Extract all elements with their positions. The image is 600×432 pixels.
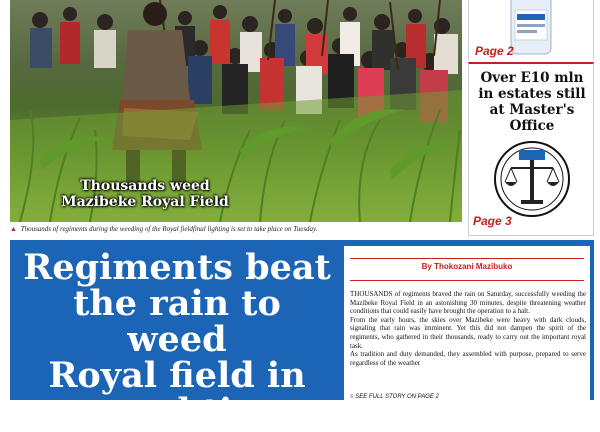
promo-headline: [473, 70, 591, 134]
promo-headline-line-1: Over E10 mln: [480, 70, 584, 86]
sidebar: [468, 0, 594, 236]
page-2-label: Page 2: [475, 44, 514, 58]
lead-headline-line-2: the rain to weed: [73, 283, 281, 360]
lead-photo: [10, 0, 462, 222]
photo-cutline-text: Thousands of regiments during the weeding of the Royal fieldfinal lighting is set to take place on Tuesday.: [20, 225, 318, 233]
photo-cutline: [10, 223, 470, 235]
photo-caption-line-2: Mazibekе Royal Field: [61, 194, 229, 210]
promo-page-2[interactable]: [468, 0, 594, 60]
lead-headline-line-3: Royal field in: [48, 355, 306, 396]
byline: By Thokozani Mazibuko: [421, 262, 513, 271]
photo-caption: [30, 178, 260, 210]
byline-rule-bottom: [350, 280, 584, 281]
see-more-marker: ≡: [350, 394, 354, 400]
promo-headline-line-2: in estates still: [478, 86, 586, 102]
story-paragraph-3: As tradition and duty demanded, they assembled with purpose, prepared to serve regardless of the weather: [350, 350, 586, 367]
lead-story-panel: [10, 240, 594, 432]
photo-caption-line-1: Thousands weed: [80, 178, 210, 194]
emblem-image: [493, 140, 571, 218]
page-3-label: Page 3: [473, 214, 512, 228]
promo-headline-line-3: at Master's: [489, 102, 575, 118]
see-full-story-link[interactable]: [350, 394, 439, 400]
promo-headline-line-4: Office: [509, 118, 555, 134]
lead-headline-line-4: record time: [62, 391, 292, 432]
scales-of-justice-emblem-icon: [493, 140, 571, 218]
story-paragraph-1: THOUSANDS of regiments braved the rain on Saturday, successfully weeding the Mazibeke Royal Field in an astonishing 30 minutes, despite threatening weather conditions that could easily have brought the operation to a halt.: [350, 290, 586, 316]
lead-headline: [18, 247, 336, 432]
story-box: [344, 246, 590, 400]
story-body: [350, 290, 586, 367]
promo-page-3[interactable]: [468, 62, 594, 236]
byline-rule-top: [350, 258, 584, 259]
triangle-marker-icon: ▲: [10, 225, 17, 233]
story-paragraph-2: From the early hours, the skies over Mazibeke were heavy with dark clouds, signaling that rain was imminent. Yet this did not dampen the spirit of the regiments, who gathered in their thousands, ready to carry out the important royal task.: [350, 315, 586, 350]
lead-headline-line-1: Regiments beat: [23, 247, 331, 288]
see-full-story-text: SEE FULL STORY ON PAGE 2: [355, 394, 439, 400]
